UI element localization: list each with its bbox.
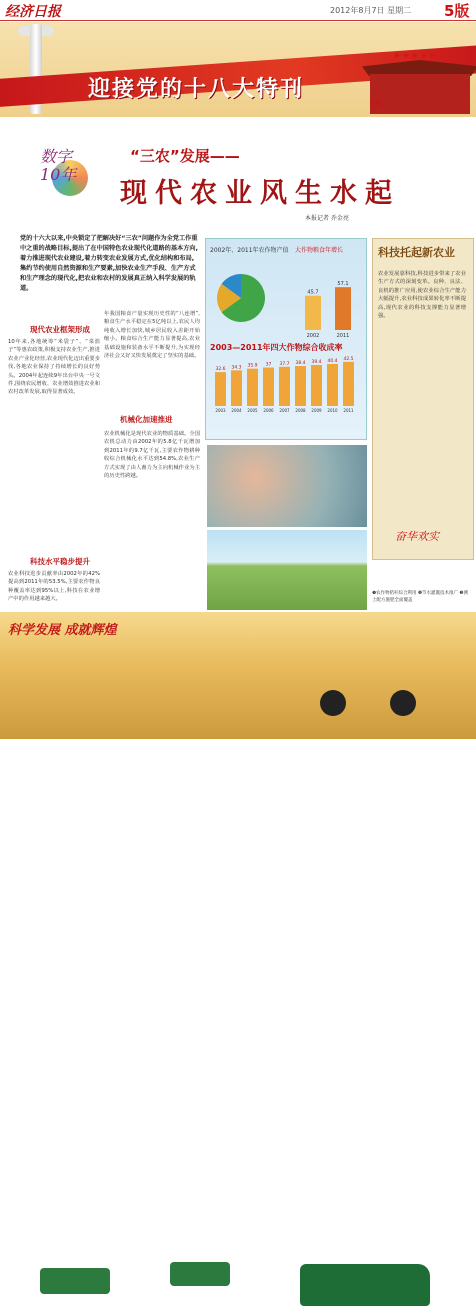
side-panel-title: 科技托起新农业 [378, 246, 455, 259]
bar-value-label: 40.4 [327, 358, 338, 364]
bar-value-label: 37 [265, 362, 272, 368]
bar [215, 372, 226, 406]
harvester-icon [40, 1268, 110, 1294]
article-title: 现代农业风生水起 [120, 178, 400, 209]
bar [295, 366, 306, 406]
bar-category-label: 2008 [295, 408, 306, 413]
bar [335, 287, 351, 330]
bar-category-label: 2009 [311, 408, 322, 413]
bar [311, 365, 322, 406]
bar-category-label: 2005 [247, 408, 258, 413]
section-heading-2: 科技水平稳步提升 [30, 557, 90, 566]
side-panel-text: 农业发展靠科技,科技进步带来了农业生产方式的深刻变革。良种、良法、良机的推广应用,使农业综合生产能力大幅提升,农业科技成果转化率不断提高,现代农业的科技支撑能力显著增强。 [378, 271, 466, 320]
bar [279, 367, 290, 406]
issue-number: 19 [370, 100, 382, 110]
wheel-icon [320, 690, 346, 716]
wheel-icon [390, 690, 416, 716]
bar-chart-yield [215, 356, 354, 413]
photo-captions: ❶农作物秸秆综合利用 ❷节水灌溉技术推广 ❸测土配方施肥全面覆盖 [372, 591, 468, 603]
bar-value-label: 35.9 [247, 363, 258, 369]
byline: 本报记者 乔金亮 [305, 215, 349, 222]
issue-date: 2012年8月7日 星期二 [330, 6, 412, 15]
section-body-1: 10年来,各地统筹“米袋子”、“菜篮子”等惠农政策,积极支持农业生产,推进农业产业化经营,农业现代化迈出重要步伐,各地农业保持了持续增长的良好势头。2004年起连续9年出台中央一号文件,围绕农民增收、农业增效推进农业和农村改革发展,取得显著成效。 [8, 339, 100, 396]
bar-value-label: 34.3 [231, 365, 242, 371]
page-number: 5版 [444, 2, 470, 20]
bar-category-label: 2011 [343, 408, 354, 413]
bottom-headline: 科学发展 成就辉煌 [8, 623, 117, 638]
bar-value-label: 42.5 [343, 356, 354, 362]
chart-3-title: 2003—2011年四大作物综合收成率 [210, 343, 343, 352]
bar-value-label: 57.1 [337, 281, 349, 288]
bar-value-label: 32.6 [215, 367, 226, 373]
bar [327, 364, 338, 406]
bar-value-label: 39.4 [311, 360, 322, 366]
section-body-2: 农业科技进步贡献率由2002年的42%提高到2011年的53.5%,主要农作物良种覆盖率达到95%以上,科技在农业增产中的作用越来越大。 [8, 571, 100, 603]
series-logo: 数字10年 [40, 147, 77, 184]
irrigated-field-photo [207, 530, 367, 610]
tiananmen-gate-icon [370, 74, 470, 114]
pie-chart [217, 274, 265, 322]
bar-chart-growth [305, 281, 351, 339]
column-2-text: 年我国粮食产量实现历史性的“八连增”,粮食生产水平稳定在5亿吨以上,农民人均纯收入增长加快,城乡居民收入差距开始缩小。粮食综合生产能力显著提高,农业基础设施和装备水平不断提升,为实现经济社会又好又快发展奠定了坚实的基础。 [104, 311, 200, 360]
chart-1-title: 2002年、2011年农作物产值 [210, 247, 289, 254]
charts-svg [205, 238, 365, 438]
bar [305, 296, 321, 330]
bar-category-label: 2011 [336, 333, 350, 339]
bar-category-label: 2003 [215, 408, 226, 413]
side-panel-logo: 奋华欢实 [395, 530, 439, 543]
farmer-seedling-photo [207, 445, 367, 527]
chart-2-title: 大作物粮食年增长 [295, 247, 344, 254]
bar-category-label: 2002 [306, 333, 320, 339]
bar [263, 368, 274, 406]
bar-category-label: 2004 [231, 408, 242, 413]
bar [231, 370, 242, 406]
bar-category-label: 2006 [263, 408, 274, 413]
section-heading-3: 机械化加速推进 [120, 415, 173, 424]
bar-category-label: 2007 [279, 408, 290, 413]
bar-value-label: 45.7 [307, 289, 319, 296]
lead-paragraph: 党的十六大以来,中央锁定了把解决好“三农”问题作为全党工作重中之重的战略目标,提出了在中国特色农业现代化道路的基本方向,着力推进现代农业建设,着力转变农业发展方式,优化结构和布局,集约节约使用自然资源和生产要素,加快农业生产手段、生产方式和生产理念的现代化,把农业和农村的发展真正纳入科学发展的轨道。 [20, 235, 198, 292]
bar-value-label: 38.4 [295, 361, 306, 367]
section-body-3: 农业机械化是现代农业的物质基础。全国农机总动力由2002年的5.8亿千瓦增加到2011年的9.7亿千瓦,主要农作物耕种收综合机械化水平达到54.8%,农业生产方式实现了由人畜力为主向机械作业为主的历史性跨越。 [104, 431, 200, 480]
harvester-icon [300, 1264, 430, 1306]
special-issue-title: 迎接党的十八大特刊 [88, 77, 305, 102]
bar [343, 362, 354, 406]
newspaper-logo: 经济日报 [5, 4, 61, 20]
flags-icon: ▸▸▸▸▸ [395, 50, 441, 61]
harvester-icon [170, 1262, 230, 1286]
section-heading-1: 现代农业框架形成 [30, 325, 90, 334]
bar-value-label: 37.7 [279, 361, 290, 367]
bar-category-label: 2010 [327, 408, 338, 413]
bar [247, 369, 258, 406]
article-subtitle: “三农”发展—— [130, 147, 240, 165]
